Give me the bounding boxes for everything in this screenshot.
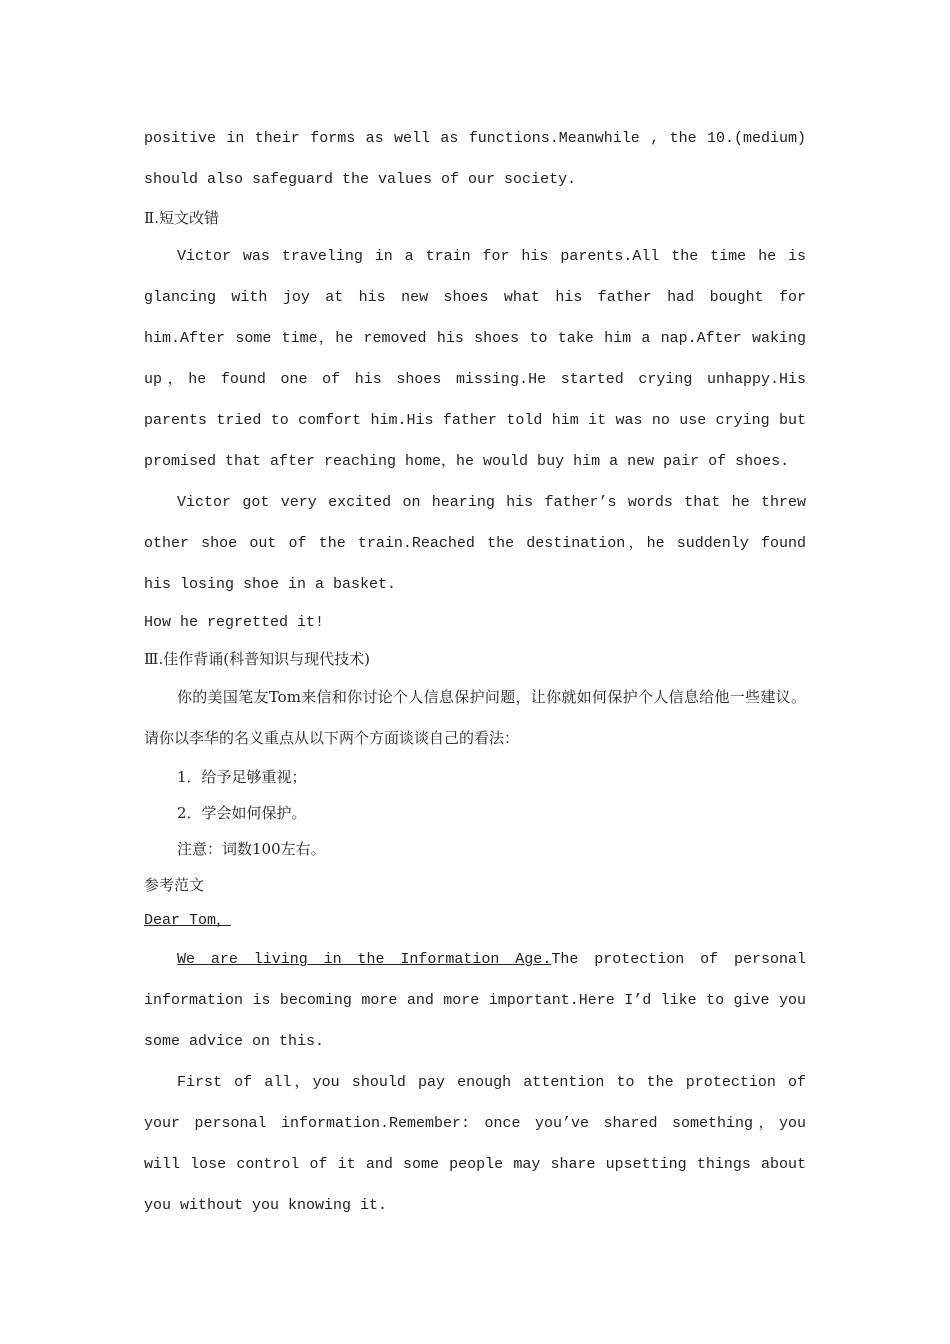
section2-paragraph-1: Victor was traveling in a train for his parents.All the time he is glancing with joy at his new shoes what his father had bought for him.After some time，he removed his shoes to take him a nap.After waking up，he found one of his shoes missing.He started crying unhappy.His parents tried to comfort him.His father told him it was no use crying but promised that after reaching home，he would buy him a new pair of shoes. [144, 248, 806, 470]
letter-paragraph-2: First of all，you should pay enough attention to the protection of your personal information.Remember: once you’ve shared something，you will lose control of it and some people may share upsetting things about you without you knowing it. [144, 1074, 806, 1214]
paragraph-1-rest: The protection of personal information is becoming more and more important.Here I’d like to give you some advice on this. [144, 951, 806, 1050]
section3-prompt: 你的美国笔友Tom来信和你讨论个人信息保护问题，让你就如何保护个人信息给他一些建议。请你以李华的名义重点从以下两个方面谈谈自己的看法： [144, 688, 806, 747]
letter-greeting [144, 903, 806, 939]
greeting-text: Dear Tom， [144, 912, 232, 929]
document-page [144, 120, 806, 1226]
section1-continuation: positive in their forms as well as functions.Meanwhile , the 10.(medium) should also safeguard the values of our society. [144, 130, 806, 188]
section2-heading: Ⅱ.短文改错 [144, 209, 219, 227]
word-count-note: 注意：词数100左右。 [177, 840, 326, 858]
requirement-2: 2．学会如何保护。 [177, 804, 307, 822]
section2-paragraph-2: Victor got very excited on hearing his father’s words that he threw other shoe out of the train.Reached the destination，he suddenly found his losing shoe in a basket. [144, 494, 806, 593]
topic-sentence: We are living in the Information Age. [177, 951, 552, 968]
requirement-1: 1．给予足够重视； [177, 768, 307, 786]
sample-essay-heading: 参考范文 [144, 876, 205, 894]
letter-paragraph-1 [144, 939, 806, 1062]
section3-heading: Ⅲ.佳作背诵(科普知识与现代技术) [144, 650, 370, 668]
section2-closing: How he regretted it! [144, 614, 325, 631]
